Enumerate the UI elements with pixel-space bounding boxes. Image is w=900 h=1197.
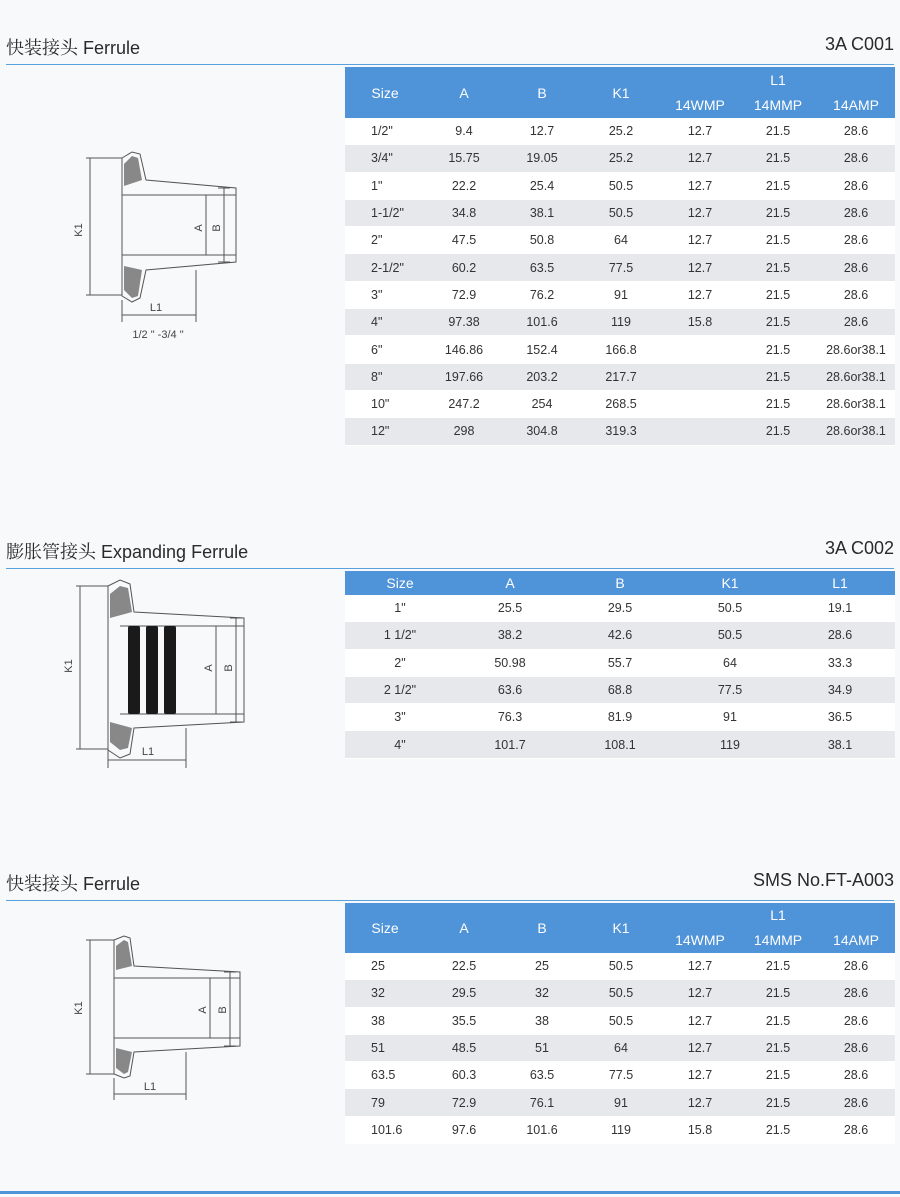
col-k1: K1 — [581, 903, 661, 953]
cell-size: 2 1/2" — [345, 676, 455, 703]
cell-14amp: 28.6 — [817, 1034, 895, 1061]
cell-l1: 33.3 — [785, 649, 895, 676]
cell-14amp: 28.6 — [817, 980, 895, 1007]
cell-14mmp: 21.5 — [739, 1007, 817, 1034]
cell-k1: 91 — [581, 281, 661, 308]
b-label: B — [211, 224, 223, 232]
cell-size: 38 — [345, 1007, 425, 1034]
table-row — [345, 980, 895, 1007]
cell-size: 3" — [345, 281, 425, 308]
cell-14wmp: 12.7 — [661, 1007, 739, 1034]
cell-k1: 25.2 — [581, 118, 661, 145]
cell-a: 25.5 — [455, 595, 565, 622]
cell-b: 25.4 — [503, 172, 581, 199]
cell-14amp: 28.6 — [817, 1116, 895, 1143]
l1-label: L1 — [149, 302, 163, 314]
cell-a: 22.2 — [425, 172, 503, 199]
cell-size: 1/2" — [345, 118, 425, 145]
cell-14mmp: 21.5 — [739, 254, 817, 281]
table-row — [345, 622, 895, 649]
cell-b: 81.9 — [565, 704, 675, 731]
cell-14amp: 28.6 — [817, 254, 895, 281]
cell-k1: 50.5 — [675, 622, 785, 649]
sms-ferrule-ft-a003-spec-table — [345, 903, 895, 1144]
col-14wmp: 14WMP — [661, 927, 739, 953]
cell-14wmp: 12.7 — [661, 145, 739, 172]
ferrule-c001-spec-table — [345, 67, 895, 446]
cell-size: 10" — [345, 390, 425, 417]
cell-a: 48.5 — [425, 1034, 503, 1061]
expanding-ferrule-c002-spec-table — [345, 571, 895, 759]
cell-size: 12" — [345, 418, 425, 445]
cell-14mmp: 21.5 — [739, 953, 817, 980]
table-row — [345, 1007, 895, 1034]
cell-14wmp — [661, 336, 739, 363]
table-row — [345, 336, 895, 363]
a-label: A — [197, 1006, 209, 1014]
cell-14wmp: 12.7 — [661, 172, 739, 199]
cell-l1: 28.6 — [785, 622, 895, 649]
cell-k1: 119 — [581, 1116, 661, 1143]
cell-a: 35.5 — [425, 1007, 503, 1034]
col-a: A — [425, 903, 503, 953]
cell-b: 38.1 — [503, 199, 581, 226]
cell-k1: 64 — [581, 1034, 661, 1061]
page-bottom-border — [0, 1191, 900, 1194]
table-row — [345, 731, 895, 758]
cell-14wmp: 12.7 — [661, 1034, 739, 1061]
cell-14wmp: 12.7 — [661, 199, 739, 226]
cell-14wmp: 15.8 — [661, 1116, 739, 1143]
cell-size: 25 — [345, 953, 425, 980]
cell-a: 97.6 — [425, 1116, 503, 1143]
cell-a: 47.5 — [425, 227, 503, 254]
cell-k1: 217.7 — [581, 363, 661, 390]
cell-b: 101.6 — [503, 309, 581, 336]
col-a: A — [425, 67, 503, 118]
cell-14amp: 28.6 — [817, 1007, 895, 1034]
table-row — [345, 1062, 895, 1089]
cell-l1: 36.5 — [785, 704, 895, 731]
cell-l1: 34.9 — [785, 676, 895, 703]
cell-b: 32 — [503, 980, 581, 1007]
cell-14amp: 28.6 — [817, 1062, 895, 1089]
cell-14wmp — [661, 390, 739, 417]
cell-14wmp: 12.7 — [661, 227, 739, 254]
cell-b: 12.7 — [503, 118, 581, 145]
table-row — [345, 676, 895, 703]
cell-14mmp: 21.5 — [739, 309, 817, 336]
cell-a: 9.4 — [425, 118, 503, 145]
cell-size: 1" — [345, 172, 425, 199]
cell-a: 101.7 — [455, 731, 565, 758]
cell-a: 60.2 — [425, 254, 503, 281]
cell-b: 42.6 — [565, 622, 675, 649]
col-14amp: 14AMP — [817, 927, 895, 953]
cell-14mmp: 21.5 — [739, 1116, 817, 1143]
col-b: B — [565, 571, 675, 595]
section-code: 3A C001 — [824, 34, 894, 54]
section-divider — [6, 900, 894, 901]
cell-k1: 319.3 — [581, 418, 661, 445]
cell-14wmp: 12.7 — [661, 254, 739, 281]
cell-a: 15.75 — [425, 145, 503, 172]
cell-14amp: 28.6or38.1 — [817, 363, 895, 390]
cell-size: 2" — [345, 227, 425, 254]
cell-14mmp: 21.5 — [739, 390, 817, 417]
cell-k1: 50.5 — [581, 172, 661, 199]
section-title: 膨胀管接头 Expanding Ferrule — [6, 542, 249, 562]
table-row — [345, 363, 895, 390]
table-row — [345, 172, 895, 199]
col-a: A — [455, 571, 565, 595]
cell-14wmp: 12.7 — [661, 1089, 739, 1116]
cell-a: 50.98 — [455, 649, 565, 676]
cell-k1: 50.5 — [581, 980, 661, 1007]
col-k1: K1 — [581, 67, 661, 118]
cell-size: 51 — [345, 1034, 425, 1061]
cell-size: 2" — [345, 649, 455, 676]
cell-a: 72.9 — [425, 1089, 503, 1116]
cell-a: 298 — [425, 418, 503, 445]
table-row — [345, 418, 895, 445]
col-14mmp: 14MMP — [739, 92, 817, 118]
cell-14wmp: 12.7 — [661, 1062, 739, 1089]
cell-14amp: 28.6or38.1 — [817, 390, 895, 417]
cell-14wmp: 12.7 — [661, 281, 739, 308]
cell-b: 304.8 — [503, 418, 581, 445]
cell-k1: 119 — [675, 731, 785, 758]
cell-a: 34.8 — [425, 199, 503, 226]
cell-14mmp: 21.5 — [739, 363, 817, 390]
cell-a: 63.6 — [455, 676, 565, 703]
cell-a: 72.9 — [425, 281, 503, 308]
cell-size: 63.5 — [345, 1062, 425, 1089]
cell-14mmp: 21.5 — [739, 172, 817, 199]
cell-size: 32 — [345, 980, 425, 1007]
cell-b: 51 — [503, 1034, 581, 1061]
cell-14amp: 28.6or38.1 — [817, 418, 895, 445]
cell-14wmp: 12.7 — [661, 953, 739, 980]
cell-k1: 50.5 — [675, 595, 785, 622]
cell-k1: 64 — [581, 227, 661, 254]
table-row — [345, 390, 895, 417]
cell-a: 197.66 — [425, 363, 503, 390]
cell-14amp: 28.6 — [817, 118, 895, 145]
a-label: A — [203, 664, 215, 672]
cell-b: 152.4 — [503, 336, 581, 363]
cell-b: 63.5 — [503, 254, 581, 281]
table-row — [345, 309, 895, 336]
k1-label: K1 — [73, 1001, 85, 1015]
cell-k1: 50.5 — [581, 953, 661, 980]
cell-size: 101.6 — [345, 1116, 425, 1143]
cell-14mmp: 21.5 — [739, 281, 817, 308]
section-code: SMS No.FT-A003 — [752, 870, 894, 890]
cell-14amp: 28.6 — [817, 1089, 895, 1116]
cell-b: 76.2 — [503, 281, 581, 308]
cell-k1: 166.8 — [581, 336, 661, 363]
col-size: Size — [345, 571, 455, 595]
cell-size: 1-1/2" — [345, 199, 425, 226]
cell-14mmp: 21.5 — [739, 418, 817, 445]
col-size: Size — [345, 67, 425, 118]
cell-b: 55.7 — [565, 649, 675, 676]
table-row — [345, 118, 895, 145]
section-title: 快装接头 Ferrule — [6, 874, 141, 894]
ferrule-drawing — [60, 140, 240, 360]
cell-k1: 25.2 — [581, 145, 661, 172]
table-row — [345, 199, 895, 226]
section-divider — [6, 568, 894, 569]
cell-a: 247.2 — [425, 390, 503, 417]
cell-14mmp: 21.5 — [739, 118, 817, 145]
cell-size: 2-1/2" — [345, 254, 425, 281]
section-title: 快装接头 Ferrule — [6, 38, 141, 58]
table-row — [345, 1116, 895, 1143]
cell-k1: 268.5 — [581, 390, 661, 417]
cell-k1: 119 — [581, 309, 661, 336]
cell-b: 50.8 — [503, 227, 581, 254]
section-divider — [6, 64, 894, 65]
table-row — [345, 704, 895, 731]
l1-label: L1 — [143, 1081, 157, 1093]
cell-size: 79 — [345, 1089, 425, 1116]
cell-size: 8" — [345, 363, 425, 390]
cell-14wmp: 12.7 — [661, 980, 739, 1007]
col-size: Size — [345, 903, 425, 953]
expanding-ferrule-cross-section — [60, 574, 260, 774]
cell-a: 76.3 — [455, 704, 565, 731]
table-row — [345, 595, 895, 622]
cell-k1: 50.5 — [581, 1007, 661, 1034]
b-label: B — [223, 664, 235, 672]
col-14amp: 14AMP — [817, 92, 895, 118]
cell-14amp: 28.6or38.1 — [817, 336, 895, 363]
cell-14mmp: 21.5 — [739, 1034, 817, 1061]
ferrule-cross-section — [60, 140, 240, 355]
cell-b: 76.1 — [503, 1089, 581, 1116]
cell-size: 1 1/2" — [345, 622, 455, 649]
cell-14wmp — [661, 363, 739, 390]
cell-size: 6" — [345, 336, 425, 363]
col-b: B — [503, 67, 581, 118]
cell-a: 22.5 — [425, 953, 503, 980]
table-row — [345, 1034, 895, 1061]
cell-14amp: 28.6 — [817, 172, 895, 199]
cell-14mmp: 21.5 — [739, 336, 817, 363]
table-row — [345, 145, 895, 172]
cell-14mmp: 21.5 — [739, 1062, 817, 1089]
cell-b: 203.2 — [503, 363, 581, 390]
cell-size: 4" — [345, 309, 425, 336]
expanding-ferrule-drawing — [60, 574, 260, 779]
cell-14mmp: 21.5 — [739, 145, 817, 172]
cell-14wmp: 12.7 — [661, 118, 739, 145]
cell-a: 29.5 — [425, 980, 503, 1007]
sms-ferrule-cross-section — [60, 934, 250, 1104]
cell-14wmp: 15.8 — [661, 309, 739, 336]
table-row — [345, 953, 895, 980]
cell-b: 38 — [503, 1007, 581, 1034]
col-14wmp: 14WMP — [661, 92, 739, 118]
cell-14amp: 28.6 — [817, 199, 895, 226]
cell-a: 38.2 — [455, 622, 565, 649]
cell-14mmp: 21.5 — [739, 227, 817, 254]
sms-ferrule-drawing — [60, 934, 250, 1109]
cell-14wmp — [661, 418, 739, 445]
cell-k1: 77.5 — [581, 1062, 661, 1089]
cell-k1: 91 — [581, 1089, 661, 1116]
table-row — [345, 649, 895, 676]
cell-b: 29.5 — [565, 595, 675, 622]
cell-b: 108.1 — [565, 731, 675, 758]
cell-size: 3/4" — [345, 145, 425, 172]
cell-14amp: 28.6 — [817, 309, 895, 336]
cell-b: 19.05 — [503, 145, 581, 172]
cell-a: 60.3 — [425, 1062, 503, 1089]
col-l1: L1 — [785, 571, 895, 595]
k1-label: K1 — [63, 659, 75, 673]
cell-14amp: 28.6 — [817, 227, 895, 254]
cell-b: 101.6 — [503, 1116, 581, 1143]
size-range-caption: 1/2 " -3/4 " — [132, 329, 184, 341]
cell-b: 254 — [503, 390, 581, 417]
a-label: A — [193, 224, 205, 232]
section-code: 3A C002 — [824, 538, 894, 558]
col-k1: K1 — [675, 571, 785, 595]
cell-l1: 38.1 — [785, 731, 895, 758]
cell-14amp: 28.6 — [817, 281, 895, 308]
cell-l1: 19.1 — [785, 595, 895, 622]
cell-14mmp: 21.5 — [739, 980, 817, 1007]
cell-b: 63.5 — [503, 1062, 581, 1089]
cell-14mmp: 21.5 — [739, 199, 817, 226]
cell-k1: 64 — [675, 649, 785, 676]
cell-size: 3" — [345, 704, 455, 731]
b-label: B — [217, 1006, 229, 1014]
k1-label: K1 — [73, 223, 85, 237]
cell-14mmp: 21.5 — [739, 1089, 817, 1116]
table-row — [345, 227, 895, 254]
cell-k1: 77.5 — [675, 676, 785, 703]
cell-b: 68.8 — [565, 676, 675, 703]
col-14mmp: 14MMP — [739, 927, 817, 953]
table-row — [345, 1089, 895, 1116]
cell-14amp: 28.6 — [817, 953, 895, 980]
cell-size: 4" — [345, 731, 455, 758]
col-b: B — [503, 903, 581, 953]
cell-a: 146.86 — [425, 336, 503, 363]
cell-a: 97.38 — [425, 309, 503, 336]
l1-label: L1 — [141, 746, 155, 758]
cell-b: 25 — [503, 953, 581, 980]
col-l1: L1 — [661, 903, 895, 927]
cell-size: 1" — [345, 595, 455, 622]
cell-k1: 50.5 — [581, 199, 661, 226]
table-row — [345, 281, 895, 308]
cell-k1: 77.5 — [581, 254, 661, 281]
cell-14amp: 28.6 — [817, 145, 895, 172]
cell-k1: 91 — [675, 704, 785, 731]
table-row — [345, 254, 895, 281]
col-l1: L1 — [661, 67, 895, 92]
